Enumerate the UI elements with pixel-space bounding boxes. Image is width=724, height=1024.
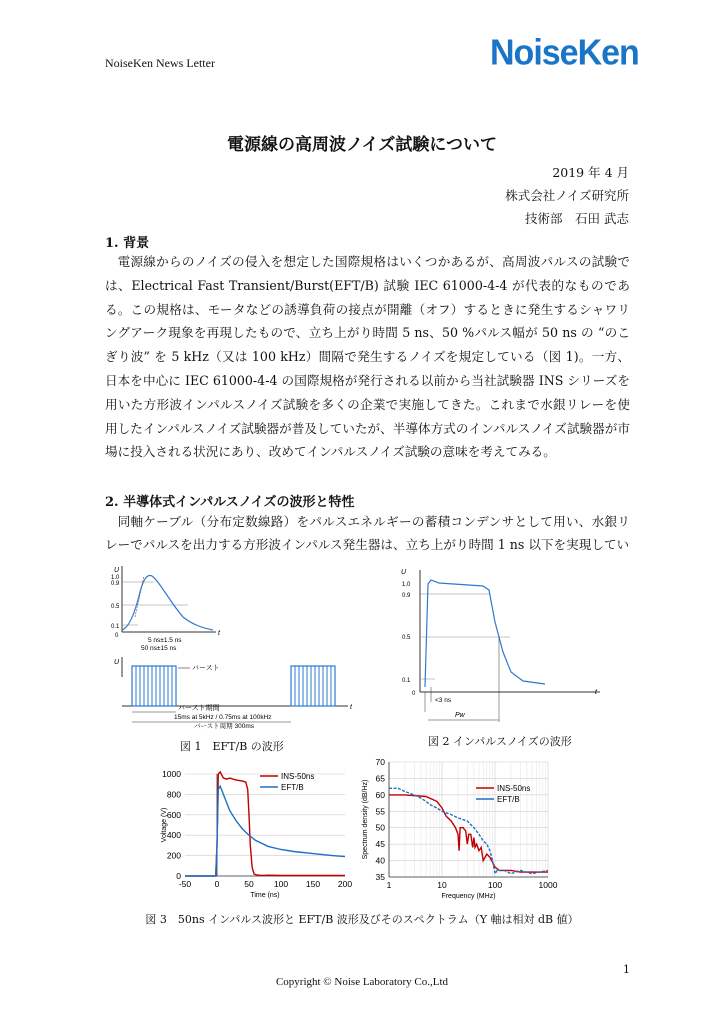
- fig2-t-label: t: [595, 689, 597, 696]
- fig3-caption: 図 3 50ns インパルス波形と EFT/B 波形及びそのスペクトラム（Y 軸は相対 dB 値）: [145, 913, 579, 926]
- fig1-tick-0.5: 0.5: [111, 604, 120, 610]
- fig2-tick-0: 0: [412, 691, 416, 697]
- series-line-eft-b: [389, 788, 548, 873]
- fig2-impulse-curve: [425, 580, 545, 687]
- y-tick-label: 40: [375, 855, 385, 866]
- y-tick-label: 0: [176, 871, 181, 881]
- y-tick-label: 800: [166, 789, 181, 800]
- legend-label: EFT/B: [281, 783, 304, 792]
- x-tick-label: 200: [337, 879, 353, 889]
- fig1-burst-duration-value: 15ms at 5kHz / 0.75ms at 100kHz: [174, 714, 272, 721]
- x-tick-label: 0: [214, 879, 220, 889]
- fig1-tick-1.0: 1.0: [111, 575, 120, 581]
- fig1-burst-duration-label: バースト期間: [178, 705, 220, 712]
- fig1-tick-0.1: 0.1: [111, 624, 120, 630]
- x-tick-label: 10: [437, 880, 447, 890]
- section-heading-1: 1. 背景: [105, 236, 150, 251]
- fig3-spectrum-chart: [358, 755, 558, 910]
- x-tick-label: 100: [273, 879, 289, 889]
- fig1-burst-2: [291, 666, 335, 706]
- y-axis-label: Spectrum density (dB/Hz): [362, 779, 369, 860]
- section-body-1: 電源線からのノイズの侵入を想定した国際規格はいくつかあるが、高周波パルスの試験では、Electrical Fast Transient/Burst(EFT/B) 試験 IEC 61000-4-4 が代表的なものである。この規格は、モータなどの誘導負荷の接点が開離（オフ）するときに発生するシャワリングアーク現象を再現したもので、立ち上がり時間 5 ns、50 %パルス幅が 50 ns の “のこぎり波” を 5 kHz（又は 100 kHz）間隔で発生するノイズを規定している（図 1)。一方、日本を中心に IEC 61000-4-4 の国際規格が発行される以前から当社試験器 INS シリーズを用いた方形波インパルスノイズ試験を多くの企業で実施してきた。これまで水銀リレーを使用したインパルスノイズ試験器が普及していたが、半導体方式のインパルスノイズ試験器が市場に投入される状況にあり、改めてインパルスノイズ試験の意味を考えてみる。: [105, 254, 630, 460]
- y-tick-label: 70: [375, 757, 385, 767]
- y-tick-label: 60: [375, 789, 385, 800]
- fig2-rise-label: <3 ns: [435, 697, 452, 704]
- fig1-tick-0: 0: [115, 633, 119, 639]
- fig1-u-label: U: [114, 567, 120, 574]
- fig1-sawtooth-curve: [122, 575, 213, 630]
- page-number: 1: [623, 963, 630, 976]
- fig2-tick-0.9: 0.9: [402, 593, 411, 599]
- x-tick-label: -50: [178, 879, 192, 889]
- x-tick-label: 1000: [538, 880, 558, 890]
- fig2-u-label: U: [401, 569, 407, 576]
- fig1-burst-1: [132, 666, 176, 706]
- doc-author: 技術部 石田 武志: [525, 211, 629, 226]
- doc-date: 2019 年 4 月: [552, 165, 629, 180]
- x-tick-label: 100: [487, 880, 503, 890]
- fig2-caption: 図 2 インパルスノイズの波形: [428, 735, 572, 748]
- fig1-rise-label: 5 ns±1.5 ns: [148, 637, 182, 644]
- y-tick-label: 55: [375, 806, 385, 817]
- series-line-eft-b: [185, 786, 345, 876]
- fig1-t-label: t: [218, 630, 220, 637]
- fig2-tick-1.0: 1.0: [402, 582, 411, 588]
- y-tick-label: 600: [166, 809, 181, 820]
- fig2-impulse-waveform: [395, 562, 615, 737]
- noiseken-logo: NoiseKen: [490, 33, 639, 73]
- legend-label: INS-50ns: [281, 772, 315, 781]
- y-tick-label: 35: [375, 872, 385, 882]
- fig1-width-label: 50 ns±15 ns: [141, 645, 177, 652]
- document-title: 電源線の高周波ノイズ試験について: [227, 135, 497, 155]
- legend-label: EFT/B: [497, 795, 520, 804]
- x-axis-label: Time (ns): [250, 892, 280, 899]
- y-tick-label: 65: [375, 773, 385, 784]
- fig1-eftb-waveform: [108, 562, 378, 752]
- y-tick-label: 200: [166, 850, 181, 861]
- x-tick-label: 1: [386, 880, 392, 890]
- fig1-burst-label: バースト: [192, 665, 220, 672]
- fig1-tick-0.9: 0.9: [111, 581, 120, 587]
- doc-company: 株式会社ノイズ研究所: [505, 188, 629, 203]
- fig3-time-chart: [150, 760, 355, 912]
- svg-text:t: t: [350, 704, 352, 711]
- y-tick-label: 1000: [162, 769, 181, 779]
- y-tick-label: 50: [375, 822, 385, 833]
- x-tick-label: 50: [244, 879, 254, 889]
- section-body-2: 同軸ケーブル（分布定数線路）をパルスエネルギーの蓄積コンデンサとして用い、水銀リレーでパルスを出力する方形波インパルス発生器は、立ち上がり時間 1 ns 以下を実現してい: [105, 514, 630, 552]
- y-axis-label: Voltage (V): [161, 807, 168, 843]
- fig2-tick-0.1: 0.1: [402, 678, 411, 684]
- fig2-pw-label: Pw: [455, 712, 465, 719]
- newsletter-label: NoiseKen News Letter: [105, 56, 215, 70]
- fig2-tick-0.5: 0.5: [402, 635, 411, 641]
- svg-text:U: U: [114, 659, 120, 666]
- y-tick-label: 45: [375, 839, 385, 850]
- section-heading-2: 2. 半導体式インパルスノイズの波形と特性: [105, 495, 355, 510]
- fig1-caption: 図 1 EFT/B の波形: [180, 740, 284, 753]
- legend-label: INS-50ns: [497, 784, 531, 793]
- x-tick-label: 150: [305, 879, 321, 889]
- copyright: Copyright © Noise Laboratory Co.,Ltd: [275, 976, 449, 988]
- x-axis-label: Frequency (MHz): [441, 893, 496, 900]
- fig1-burst-period: バースト周期 300ms: [194, 723, 254, 730]
- y-tick-label: 400: [166, 830, 181, 841]
